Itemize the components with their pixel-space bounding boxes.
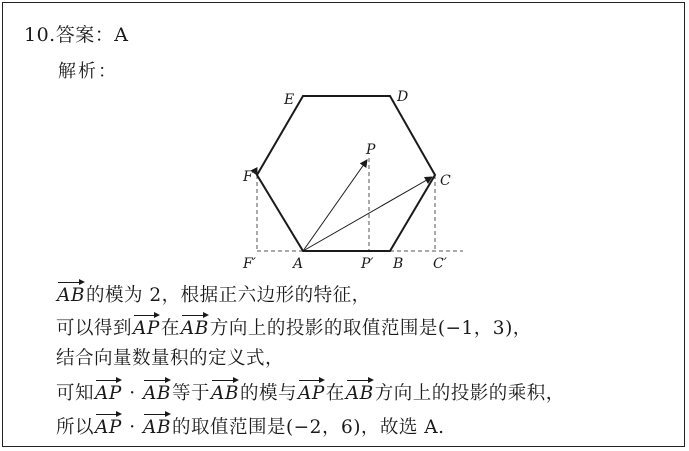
hexagon [257,96,435,251]
label-p: P [366,142,376,158]
vector-ab: AB [181,311,209,339]
label-b: B [393,256,404,272]
label-a: A [293,256,304,272]
vector-ap [303,160,367,251]
analysis-label: 解析： [58,61,118,82]
label-d: D [397,89,409,105]
label-c-prime: C′ [433,256,447,272]
text-line-1: AB的模为 2，根据正六边形的特征， [56,278,371,307]
label-f: F [243,169,253,185]
label-c: C [440,173,451,189]
text-line-2: 可以得到AP在AB方向上的投影的取值范围是(−1，3)， [56,311,532,340]
vector-ab: AB [57,278,85,306]
label-e: E [284,92,295,108]
text-line-3: 结合向量数量积的定义式， [56,348,285,369]
vector-ab: AB [143,376,171,404]
vector-ab: AB [346,376,374,404]
vector-ap: AP [133,311,160,339]
vector-ap: AP [298,376,325,404]
label-p-prime: P′ [361,256,374,272]
text-line-5: 所以AP · AB的取值范围是(−2，6)，故选 A. [56,410,445,439]
vector-ap: AP [95,376,122,404]
vector-ab: AB [211,376,239,404]
vector-ab: AB [143,410,171,438]
text-line-4: 可知AP · AB等于AB的模与AP在AB方向上的投影的乘积， [56,376,565,405]
vector-ap: AP [95,410,122,438]
label-f-prime: F′ [243,256,256,272]
answer-title: 10.答案：A [24,24,129,46]
